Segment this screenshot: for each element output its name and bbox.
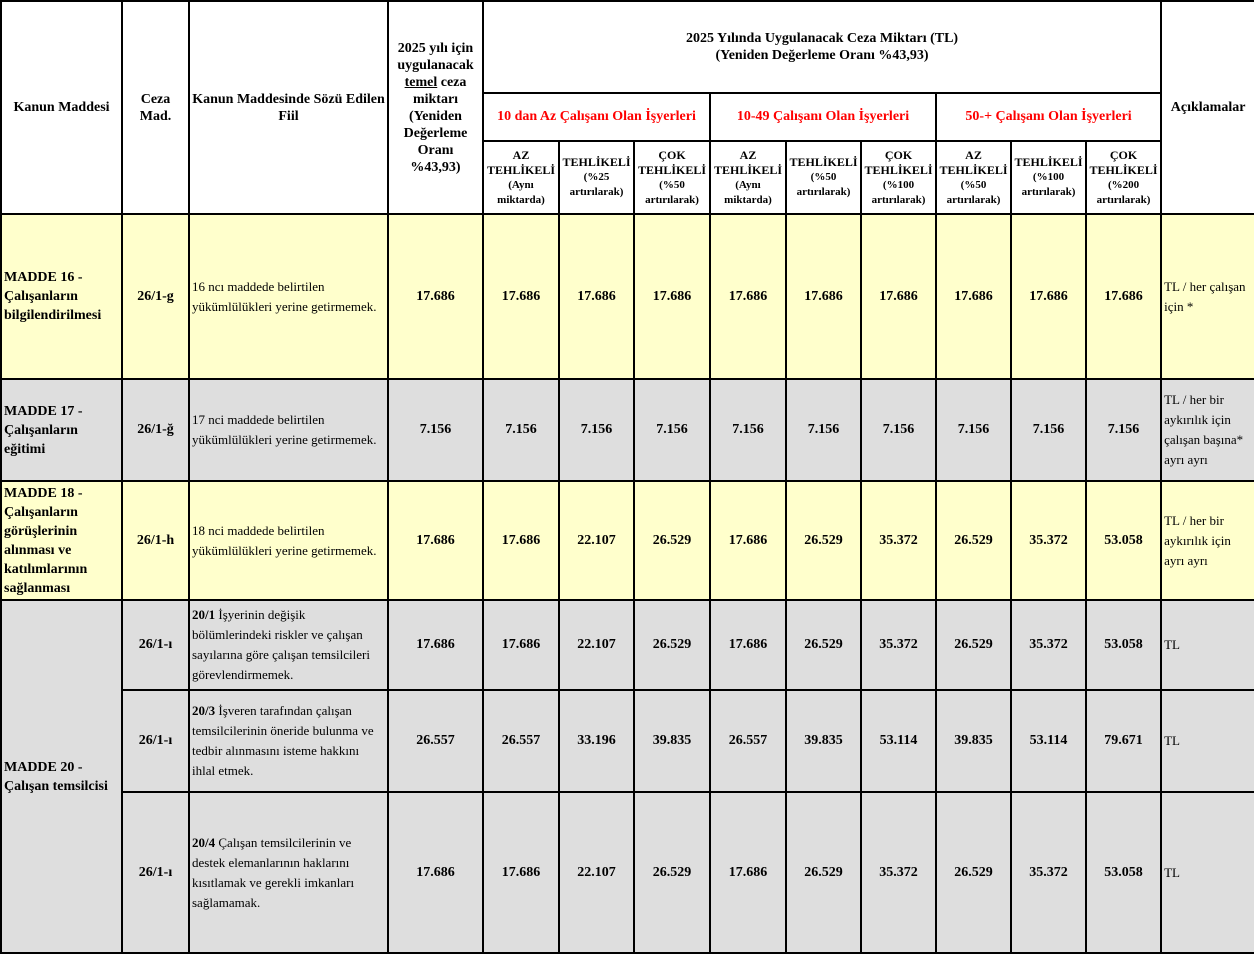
subcol-rate: (%25 artırılarak) bbox=[569, 171, 624, 198]
fiil-article-ref: 20/4 bbox=[192, 834, 216, 850]
subcol-header bbox=[1011, 141, 1086, 214]
aciklama-cell: TL / her bir aykırılık için ayrı ayrı bbox=[1161, 481, 1254, 600]
header-temel-pre: 2025 yılı için uygulanacak bbox=[397, 40, 474, 73]
group-header: 50-+ Çalışanı Olan İşyerleri bbox=[936, 93, 1161, 141]
table-row bbox=[1, 214, 1254, 379]
ceza-value-cell: 22.107 bbox=[559, 600, 634, 690]
ceza-value-cell: 17.686 bbox=[634, 214, 710, 379]
ceza-value-cell: 17.686 bbox=[1086, 214, 1161, 379]
subcol-hazard-class: TEHLİKELİ bbox=[789, 155, 858, 169]
ceza-value-cell: 17.686 bbox=[786, 214, 861, 379]
ceza-value-cell: 17.686 bbox=[710, 792, 786, 953]
subcol-hazard-class: TEHLİKELİ bbox=[562, 155, 631, 169]
ceza-value-cell: 26.557 bbox=[483, 690, 559, 792]
ceza-value-cell: 17.686 bbox=[483, 481, 559, 600]
subcol-header bbox=[483, 141, 559, 214]
ceza-value-cell: 79.671 bbox=[1086, 690, 1161, 792]
ceza-value-cell: 17.686 bbox=[710, 481, 786, 600]
ceza-value-cell: 17.686 bbox=[710, 214, 786, 379]
ceza-value-cell: 7.156 bbox=[1011, 379, 1086, 481]
fiil-cell: 16 ncı maddede belirtilen yükümlülükleri yerine getirmemek. bbox=[189, 214, 388, 379]
ceza-value-cell: 39.835 bbox=[786, 690, 861, 792]
ceza-value-cell: 39.835 bbox=[634, 690, 710, 792]
ceza-value-cell: 26.529 bbox=[634, 600, 710, 690]
aciklama-cell: TL bbox=[1161, 792, 1254, 953]
header-ceza-mad: Ceza Mad. bbox=[122, 1, 189, 214]
header-ceza-title bbox=[483, 1, 1161, 93]
header-temel-ceza bbox=[388, 1, 483, 214]
subcol-rate: (%100 artırılarak) bbox=[1021, 171, 1076, 198]
subcol-header bbox=[936, 141, 1011, 214]
subcol-hazard-class: TEHLİKELİ bbox=[1014, 155, 1083, 169]
table-row bbox=[1, 600, 1254, 690]
subcol-header bbox=[559, 141, 634, 214]
ceza-value-cell: 22.107 bbox=[559, 792, 634, 953]
subcol-header bbox=[1086, 141, 1161, 214]
ceza-value-cell: 35.372 bbox=[1011, 600, 1086, 690]
aciklama-cell: TL / her bir aykırılık için çalışan başına* ayrı ayrı bbox=[1161, 379, 1254, 481]
temel-ceza-cell: 17.686 bbox=[388, 481, 483, 600]
subcol-hazard-class: AZ TEHLİKELİ bbox=[939, 147, 1008, 177]
header-row-1 bbox=[1, 1, 1254, 93]
ceza-mad-cell: 26/1-ğ bbox=[122, 379, 189, 481]
kanun-maddesi-cell: MADDE 18 - Çalışanların görüşlerinin alınması ve katılımlarının sağlanması bbox=[1, 481, 122, 600]
fiil-article-ref: 20/1 bbox=[192, 607, 216, 622]
ceza-value-cell: 17.686 bbox=[483, 600, 559, 690]
ceza-value-cell: 17.686 bbox=[936, 214, 1011, 379]
ceza-value-cell: 17.686 bbox=[559, 214, 634, 379]
ceza-value-cell: 26.529 bbox=[634, 792, 710, 953]
ceza-value-cell: 7.156 bbox=[483, 379, 559, 481]
temel-ceza-cell: 7.156 bbox=[388, 379, 483, 481]
header-ceza-title-line2: (Yeniden Değerleme Oranı %43,93) bbox=[715, 48, 929, 63]
ceza-value-cell: 26.529 bbox=[634, 481, 710, 600]
subcol-header bbox=[710, 141, 786, 214]
ceza-value-cell: 39.835 bbox=[936, 690, 1011, 792]
ceza-value-cell: 7.156 bbox=[710, 379, 786, 481]
aciklama-cell: TL bbox=[1161, 690, 1254, 792]
kanun-maddesi-cell: MADDE 16 - Çalışanların bilgilendirilmesi bbox=[1, 214, 122, 379]
header-aciklamalar: Açıklamalar bbox=[1161, 1, 1254, 214]
ceza-value-cell: 53.114 bbox=[1011, 690, 1086, 792]
ceza-value-cell: 7.156 bbox=[861, 379, 936, 481]
fiil-cell: 20/1 İşyerinin değişik bölümlerindeki riskler ve çalışan sayılarına göre çalışan temsilcileri görevlendirmemek. bbox=[189, 600, 388, 690]
subcol-header bbox=[634, 141, 710, 214]
subcol-rate: (%50 artırılarak) bbox=[946, 178, 1001, 206]
ceza-value-cell: 53.114 bbox=[861, 690, 936, 792]
kanun-maddesi-cell: MADDE 17 - Çalışanların eğitimi bbox=[1, 379, 122, 481]
group-header: 10 dan Az Çalışanı Olan İşyerleri bbox=[483, 93, 710, 141]
fiil-cell: 17 nci maddede belirtilen yükümlülükleri yerine getirmemek. bbox=[189, 379, 388, 481]
subcol-rate: (%200 artırılarak) bbox=[1096, 178, 1151, 206]
fiil-cell: 20/3 İşveren tarafından çalışan temsilcilerinin öneride bulunma ve tedbir alınmasını isteme hakkını ihlal etmek. bbox=[189, 690, 388, 792]
subcol-rate: (%100 artırılarak) bbox=[871, 178, 926, 206]
table-row bbox=[1, 792, 1254, 953]
fiil-cell: 18 nci maddede belirtilen yükümlülükleri yerine getirmemek. bbox=[189, 481, 388, 600]
ceza-value-cell: 17.686 bbox=[1011, 214, 1086, 379]
ceza-value-cell: 26.529 bbox=[936, 600, 1011, 690]
header-temel-word: temel bbox=[404, 74, 438, 90]
table-row bbox=[1, 481, 1254, 600]
temel-ceza-cell: 17.686 bbox=[388, 792, 483, 953]
ceza-value-cell: 35.372 bbox=[861, 481, 936, 600]
group-header: 10-49 Çalışanı Olan İşyerleri bbox=[710, 93, 936, 141]
subcol-hazard-class: ÇOK TEHLİKELİ bbox=[864, 147, 933, 177]
ceza-value-cell: 17.686 bbox=[710, 600, 786, 690]
subcol-hazard-class: AZ TEHLİKELİ bbox=[713, 147, 783, 177]
ceza-value-cell: 33.196 bbox=[559, 690, 634, 792]
ceza-mad-cell: 26/1-g bbox=[122, 214, 189, 379]
subcol-rate: (%50 artırılarak) bbox=[645, 178, 699, 206]
ceza-value-cell: 53.058 bbox=[1086, 600, 1161, 690]
ceza-value-cell: 35.372 bbox=[1011, 792, 1086, 953]
subcol-header bbox=[786, 141, 861, 214]
subcol-rate: (%50 artırılarak) bbox=[796, 171, 851, 198]
temel-ceza-cell: 17.686 bbox=[388, 600, 483, 690]
ceza-value-cell: 22.107 bbox=[559, 481, 634, 600]
header-kanun-maddesi: Kanun Maddesi bbox=[1, 1, 122, 214]
ceza-value-cell: 7.156 bbox=[634, 379, 710, 481]
ceza-mad-cell: 26/1-ı bbox=[122, 690, 189, 792]
subcol-header bbox=[861, 141, 936, 214]
aciklama-cell: TL bbox=[1161, 600, 1254, 690]
ceza-value-cell: 35.372 bbox=[1011, 481, 1086, 600]
temel-ceza-cell: 17.686 bbox=[388, 214, 483, 379]
table-row bbox=[1, 379, 1254, 481]
temel-ceza-cell: 26.557 bbox=[388, 690, 483, 792]
ceza-value-cell: 26.529 bbox=[936, 481, 1011, 600]
fiil-cell: 20/4 Çalışan temsilcilerinin ve destek elemanlarının haklarını kısıtlamak ve gerekli imkanları sağlamamak. bbox=[189, 792, 388, 953]
subcol-hazard-class: AZ TEHLİKELİ bbox=[486, 147, 556, 177]
ceza-value-cell: 35.372 bbox=[861, 600, 936, 690]
ceza-value-cell: 17.686 bbox=[483, 792, 559, 953]
ceza-value-cell: 17.686 bbox=[483, 214, 559, 379]
ceza-value-cell: 26.529 bbox=[936, 792, 1011, 953]
ceza-value-cell: 17.686 bbox=[861, 214, 936, 379]
ceza-value-cell: 26.557 bbox=[710, 690, 786, 792]
ceza-value-cell: 35.372 bbox=[861, 792, 936, 953]
ceza-value-cell: 7.156 bbox=[936, 379, 1011, 481]
header-ceza-title-line1: 2025 Yılında Uygulanacak Ceza Miktarı (TL) bbox=[685, 31, 959, 46]
ceza-value-cell: 7.156 bbox=[559, 379, 634, 481]
subcol-hazard-class: ÇOK TEHLİKELİ bbox=[1089, 147, 1158, 177]
header-temel-post: ceza miktarı (Yeniden Değerleme Oranı %43,93) bbox=[403, 74, 468, 175]
ceza-value-cell: 26.529 bbox=[786, 600, 861, 690]
header-fiil: Kanun Maddesinde Sözü Edilen Fiil bbox=[189, 1, 388, 214]
subcol-rate: (Aynı miktarda) bbox=[497, 178, 545, 206]
ceza-value-cell: 26.529 bbox=[786, 792, 861, 953]
subcol-hazard-class: ÇOK TEHLİKELİ bbox=[637, 147, 707, 177]
aciklama-cell: TL / her çalışan için * bbox=[1161, 214, 1254, 379]
fiil-article-ref: 20/3 bbox=[192, 703, 216, 718]
ceza-mad-cell: 26/1-h bbox=[122, 481, 189, 600]
subcol-rate: (Aynı miktarda) bbox=[724, 178, 772, 206]
ceza-mad-cell: 26/1-ı bbox=[122, 792, 189, 953]
ceza-value-cell: 26.529 bbox=[786, 481, 861, 600]
ceza-value-cell: 7.156 bbox=[1086, 379, 1161, 481]
ceza-value-cell: 7.156 bbox=[786, 379, 861, 481]
ceza-mad-cell: 26/1-ı bbox=[122, 600, 189, 690]
kanun-maddesi-cell: MADDE 20 - Çalışan temsilcisi bbox=[1, 600, 122, 953]
ceza-value-cell: 53.058 bbox=[1086, 792, 1161, 953]
table-row bbox=[1, 690, 1254, 792]
ceza-value-cell: 53.058 bbox=[1086, 481, 1161, 600]
